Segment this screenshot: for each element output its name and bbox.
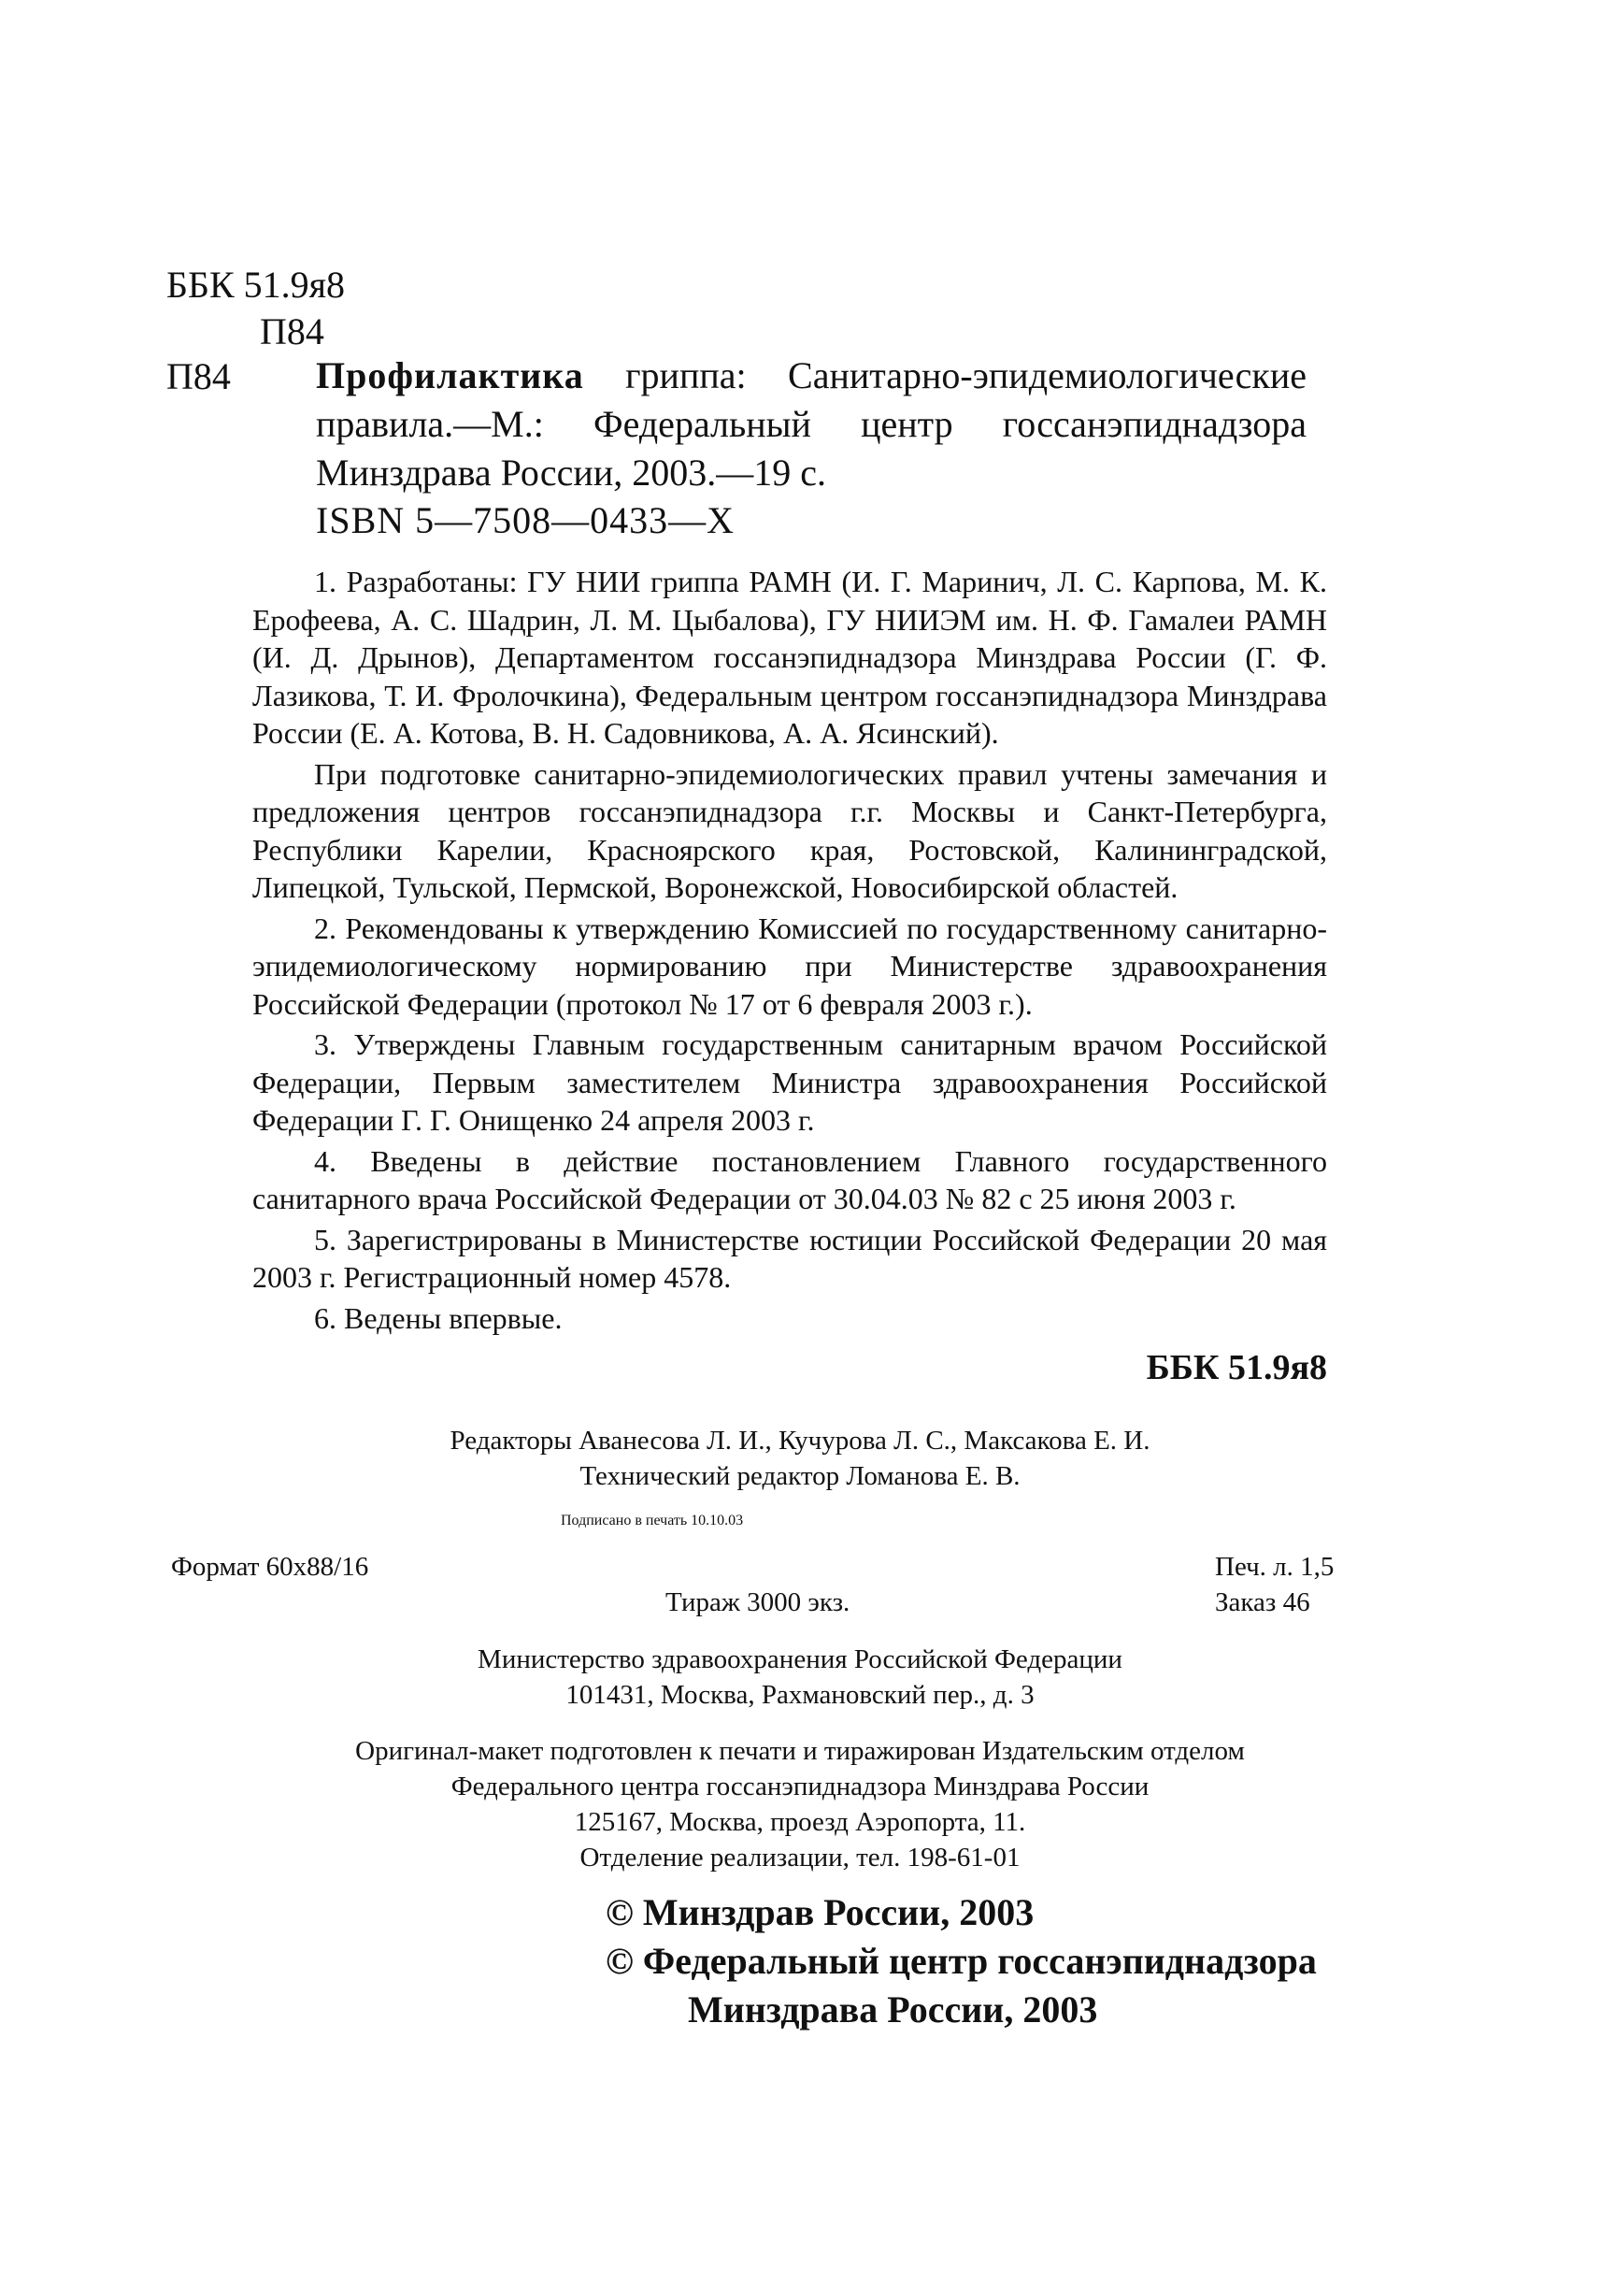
copyright-line-3: Минздрава России, 2003 — [688, 1988, 1098, 2031]
author-mark-code: П84 — [260, 310, 324, 352]
editors: Редакторы Аванесова Л. И., Кучурова Л. С., Максакова Е. И. — [450, 1426, 1150, 1456]
bbk-bottom: ББК 51.9я8 — [1146, 1348, 1327, 1387]
title-bold: Профилактика — [316, 354, 584, 396]
signed-to-print: Подписано в печать 10.10.03 — [561, 1513, 744, 1528]
publisher-address: 125167, Москва, проезд Аэропорта, 11. — [574, 1807, 1026, 1837]
publisher-line-2: Федерального центра госсанэпиднадзора Минздрава России — [450, 1772, 1150, 1801]
editors-block — [0, 1423, 1600, 1494]
format: Формат 60x88/16 — [171, 1552, 369, 1582]
paragraph-comments: При подготовке санитарно-эпидемиологических правил учтены замечания и предложения центров госсанэпиднадзора г.г. Москвы и Санкт-Петербурга, Республики Карелии, Красноярского края, Ростовской, Калининградской, Липецкой, Тульской, Пермской, Воронежской, Новосибирской областей. — [252, 756, 1327, 904]
paragraph-approved: 3. Утверждены Главным государственным санитарным врачом Российской Федерации, Первым заместителем Министра здравоохранения Российской Федерации Г. Г. Онищенко 24 апреля 2003 г. — [252, 1027, 1327, 1137]
body-text — [252, 563, 1327, 1340]
ministry-block — [0, 1642, 1600, 1713]
ministry-name: Министерство здравоохранения Российской Федерации — [478, 1644, 1122, 1674]
copyright-block — [606, 1888, 1317, 2034]
publisher-block — [0, 1733, 1600, 1875]
paragraph-developers: 1. Разработаны: ГУ НИИ гриппа РАМН (И. Г. Маринич, Л. С. Карпова, М. К. Ерофеева, А. С. Шадрин, Л. М. Цыбалова), ГУ НИИЭМ им. Н. Ф. Гамалеи РАМН (И. Д. Дрынов), Департаментом госсанэпиднадзора Минздрава России (Г. Ф. Лазикова, Т. И. Фролочкина), Федеральным центром госсанэпиднадзора Минздрава России (Е. А. Котова, В. Н. Садовникова, А. А. Ясинский). — [252, 565, 1327, 750]
paragraph-enacted: 4. Введены в действие постановлением Главного государственного санитарного врача Российской Федерации от 30.04.03 № 82 с 25 июня 2003 г. — [252, 1143, 1327, 1215]
bbk-classification: ББК 51.9я8 — [166, 264, 346, 306]
paragraph-recommended: 2. Рекомендованы к утверждению Комиссией по государственному санитарно-эпидемиологическому нормированию при Министерстве здравоохранения Российской Федерации (протокол № 17 от 6 февраля 2003 г.). — [252, 911, 1327, 1021]
printed-sheets: Печ. л. 1,5 — [1215, 1552, 1335, 1582]
bibliographic-description — [316, 352, 1307, 497]
author-mark-code-left: П84 — [166, 355, 231, 397]
print-run: Тираж 3000 экз. — [665, 1587, 850, 1617]
publisher-line-1: Оригинал-макет подготовлен к печати и тиражирован Издательским отделом — [355, 1736, 1245, 1766]
copyright-line-1: © Минздрав России, 2003 — [606, 1891, 1035, 1933]
isbn: ISBN 5—7508—0433—X — [316, 499, 736, 541]
paragraph-registered: 5. Зарегистрированы в Министерстве юстиции Российской Федерации 20 мая 2003 г. Регистрационный номер 4578. — [252, 1222, 1327, 1294]
order-number: Заказ 46 — [1215, 1587, 1310, 1617]
copyright-line-2: © Федеральный центр госсанэпиднадзора — [606, 1940, 1317, 1982]
sales-department: Отделение реализации, тел. 198-61-01 — [579, 1843, 1021, 1873]
ministry-address: 101431, Москва, Рахмановский пер., д. 3 — [565, 1680, 1035, 1710]
title-rest: гриппа: Санитарно-эпидемиологические правила.—М.: Федеральный центр госсанэпиднадзора Минздрава России, 2003.—19 с. — [316, 354, 1307, 494]
paragraph-first-time: 6. Ведены впервые. — [314, 1300, 563, 1335]
tech-editor: Технический редактор Ломанова Е. В. — [579, 1461, 1021, 1491]
